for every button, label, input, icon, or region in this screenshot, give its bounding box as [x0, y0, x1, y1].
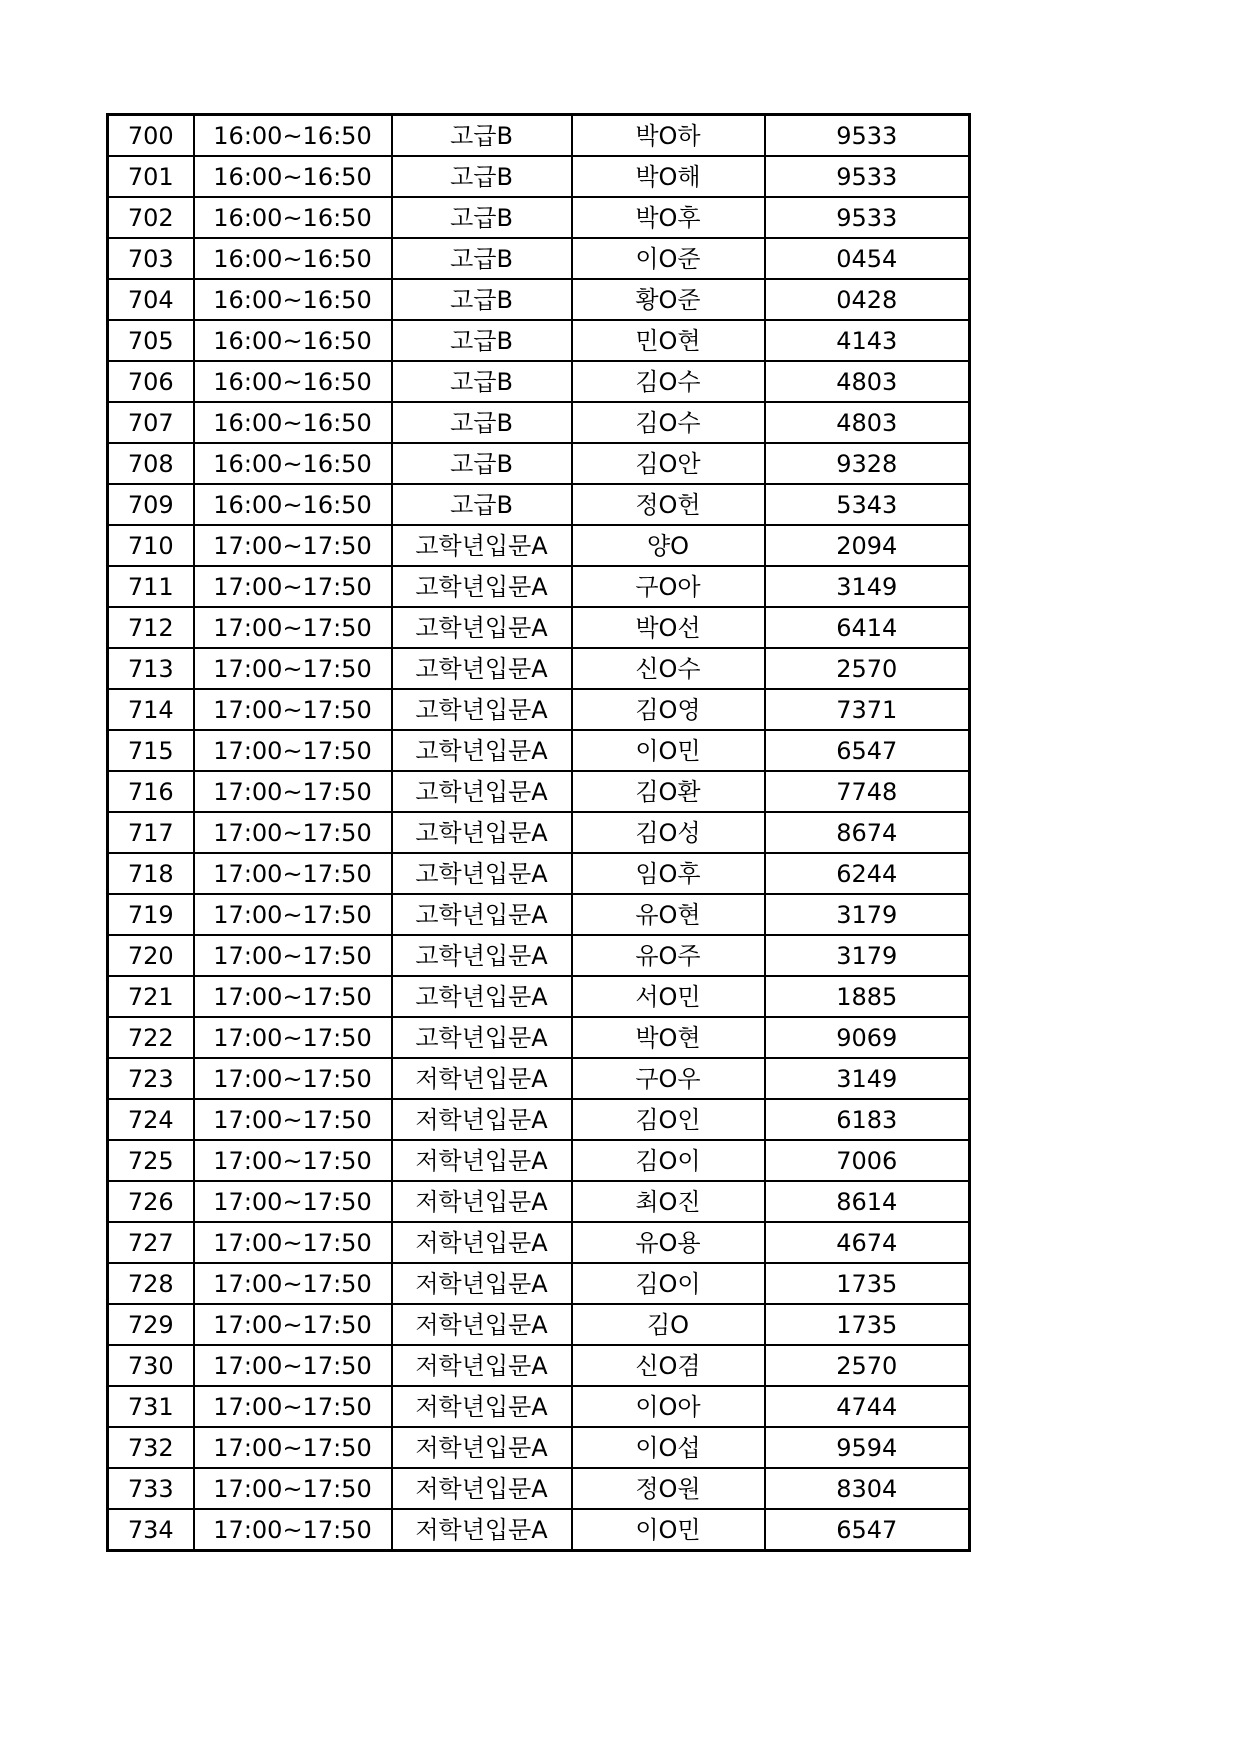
- contact-code-cell: 2570: [765, 1345, 970, 1386]
- table-row: [108, 1509, 970, 1551]
- roster-table: [106, 113, 971, 1552]
- student-name-cell: 김O수: [572, 361, 765, 402]
- student-name-cell: 김O성: [572, 812, 765, 853]
- student-name-cell: 신O수: [572, 648, 765, 689]
- class-name-cell: 고학년입문A: [392, 730, 572, 771]
- student-name-cell: 박O현: [572, 1017, 765, 1058]
- student-name-cell: 이O민: [572, 730, 765, 771]
- table-row: [108, 1140, 970, 1181]
- table-row: [108, 1345, 970, 1386]
- student-name-cell: 김O인: [572, 1099, 765, 1140]
- table-row: [108, 1386, 970, 1427]
- row-number-cell: 722: [108, 1017, 194, 1058]
- contact-code-cell: 9328: [765, 443, 970, 484]
- table-row: [108, 320, 970, 361]
- time-slot-cell: 17:00~17:50: [194, 771, 392, 812]
- time-slot-cell: 17:00~17:50: [194, 976, 392, 1017]
- class-name-cell: 고급B: [392, 156, 572, 197]
- contact-code-cell: 9533: [765, 197, 970, 238]
- time-slot-cell: 16:00~16:50: [194, 484, 392, 525]
- contact-code-cell: 8304: [765, 1468, 970, 1509]
- row-number-cell: 718: [108, 853, 194, 894]
- time-slot-cell: 17:00~17:50: [194, 1345, 392, 1386]
- student-name-cell: 김O영: [572, 689, 765, 730]
- class-name-cell: 고학년입문A: [392, 976, 572, 1017]
- contact-code-cell: 3179: [765, 935, 970, 976]
- row-number-cell: 730: [108, 1345, 194, 1386]
- contact-code-cell: 6183: [765, 1099, 970, 1140]
- time-slot-cell: 16:00~16:50: [194, 320, 392, 361]
- time-slot-cell: 17:00~17:50: [194, 1263, 392, 1304]
- roster-table-body: [108, 115, 970, 1551]
- student-name-cell: 박O해: [572, 156, 765, 197]
- student-name-cell: 정O헌: [572, 484, 765, 525]
- table-row: [108, 689, 970, 730]
- contact-code-cell: 3149: [765, 566, 970, 607]
- row-number-cell: 717: [108, 812, 194, 853]
- contact-code-cell: 2094: [765, 525, 970, 566]
- time-slot-cell: 17:00~17:50: [194, 1222, 392, 1263]
- table-row: [108, 1017, 970, 1058]
- row-number-cell: 701: [108, 156, 194, 197]
- table-row: [108, 1181, 970, 1222]
- class-name-cell: 고학년입문A: [392, 648, 572, 689]
- student-name-cell: 구O우: [572, 1058, 765, 1099]
- row-number-cell: 720: [108, 935, 194, 976]
- class-name-cell: 저학년입문A: [392, 1427, 572, 1468]
- contact-code-cell: 2570: [765, 648, 970, 689]
- time-slot-cell: 17:00~17:50: [194, 1427, 392, 1468]
- class-name-cell: 고급B: [392, 484, 572, 525]
- row-number-cell: 708: [108, 443, 194, 484]
- contact-code-cell: 6547: [765, 1509, 970, 1551]
- contact-code-cell: 4143: [765, 320, 970, 361]
- row-number-cell: 725: [108, 1140, 194, 1181]
- student-name-cell: 이O아: [572, 1386, 765, 1427]
- contact-code-cell: 6547: [765, 730, 970, 771]
- class-name-cell: 저학년입문A: [392, 1140, 572, 1181]
- student-name-cell: 김O환: [572, 771, 765, 812]
- table-row: [108, 279, 970, 320]
- student-name-cell: 임O후: [572, 853, 765, 894]
- class-name-cell: 고급B: [392, 443, 572, 484]
- contact-code-cell: 1735: [765, 1304, 970, 1345]
- time-slot-cell: 16:00~16:50: [194, 156, 392, 197]
- row-number-cell: 734: [108, 1509, 194, 1551]
- time-slot-cell: 17:00~17:50: [194, 1058, 392, 1099]
- time-slot-cell: 17:00~17:50: [194, 730, 392, 771]
- time-slot-cell: 17:00~17:50: [194, 1509, 392, 1551]
- row-number-cell: 726: [108, 1181, 194, 1222]
- time-slot-cell: 17:00~17:50: [194, 812, 392, 853]
- row-number-cell: 729: [108, 1304, 194, 1345]
- contact-code-cell: 4744: [765, 1386, 970, 1427]
- class-name-cell: 저학년입문A: [392, 1263, 572, 1304]
- row-number-cell: 709: [108, 484, 194, 525]
- time-slot-cell: 16:00~16:50: [194, 443, 392, 484]
- time-slot-cell: 17:00~17:50: [194, 1099, 392, 1140]
- row-number-cell: 710: [108, 525, 194, 566]
- class-name-cell: 고학년입문A: [392, 1017, 572, 1058]
- row-number-cell: 711: [108, 566, 194, 607]
- row-number-cell: 714: [108, 689, 194, 730]
- student-name-cell: 이O섭: [572, 1427, 765, 1468]
- time-slot-cell: 17:00~17:50: [194, 1140, 392, 1181]
- row-number-cell: 700: [108, 115, 194, 157]
- row-number-cell: 719: [108, 894, 194, 935]
- table-row: [108, 115, 970, 157]
- class-name-cell: 고학년입문A: [392, 812, 572, 853]
- contact-code-cell: 7748: [765, 771, 970, 812]
- time-slot-cell: 17:00~17:50: [194, 525, 392, 566]
- time-slot-cell: 17:00~17:50: [194, 1304, 392, 1345]
- table-row: [108, 566, 970, 607]
- contact-code-cell: 1885: [765, 976, 970, 1017]
- table-row: [108, 1263, 970, 1304]
- contact-code-cell: 4674: [765, 1222, 970, 1263]
- time-slot-cell: 17:00~17:50: [194, 648, 392, 689]
- class-name-cell: 저학년입문A: [392, 1345, 572, 1386]
- row-number-cell: 707: [108, 402, 194, 443]
- row-number-cell: 703: [108, 238, 194, 279]
- table-row: [108, 484, 970, 525]
- row-number-cell: 712: [108, 607, 194, 648]
- table-row: [108, 812, 970, 853]
- row-number-cell: 704: [108, 279, 194, 320]
- row-number-cell: 728: [108, 1263, 194, 1304]
- student-name-cell: 김O수: [572, 402, 765, 443]
- class-name-cell: 고급B: [392, 115, 572, 157]
- class-name-cell: 저학년입문A: [392, 1386, 572, 1427]
- contact-code-cell: 1735: [765, 1263, 970, 1304]
- row-number-cell: 724: [108, 1099, 194, 1140]
- class-name-cell: 고학년입문A: [392, 689, 572, 730]
- table-row: [108, 1099, 970, 1140]
- row-number-cell: 713: [108, 648, 194, 689]
- contact-code-cell: 7371: [765, 689, 970, 730]
- student-name-cell: 박O선: [572, 607, 765, 648]
- class-name-cell: 고급B: [392, 197, 572, 238]
- table-row: [108, 935, 970, 976]
- class-name-cell: 저학년입문A: [392, 1181, 572, 1222]
- table-row: [108, 238, 970, 279]
- contact-code-cell: 4803: [765, 402, 970, 443]
- table-row: [108, 894, 970, 935]
- time-slot-cell: 17:00~17:50: [194, 1386, 392, 1427]
- student-name-cell: 이O준: [572, 238, 765, 279]
- contact-code-cell: 6244: [765, 853, 970, 894]
- time-slot-cell: 17:00~17:50: [194, 894, 392, 935]
- row-number-cell: 705: [108, 320, 194, 361]
- time-slot-cell: 16:00~16:50: [194, 402, 392, 443]
- table-row: [108, 976, 970, 1017]
- class-name-cell: 저학년입문A: [392, 1304, 572, 1345]
- time-slot-cell: 17:00~17:50: [194, 1181, 392, 1222]
- table-row: [108, 197, 970, 238]
- contact-code-cell: 0428: [765, 279, 970, 320]
- table-row: [108, 771, 970, 812]
- row-number-cell: 721: [108, 976, 194, 1017]
- contact-code-cell: 9594: [765, 1427, 970, 1468]
- student-name-cell: 김O안: [572, 443, 765, 484]
- time-slot-cell: 16:00~16:50: [194, 115, 392, 157]
- class-name-cell: 고학년입문A: [392, 894, 572, 935]
- class-name-cell: 고급B: [392, 238, 572, 279]
- contact-code-cell: 9069: [765, 1017, 970, 1058]
- class-name-cell: 저학년입문A: [392, 1509, 572, 1551]
- student-name-cell: 양O: [572, 525, 765, 566]
- class-name-cell: 고급B: [392, 361, 572, 402]
- class-name-cell: 저학년입문A: [392, 1468, 572, 1509]
- student-name-cell: 최O진: [572, 1181, 765, 1222]
- student-name-cell: 이O민: [572, 1509, 765, 1551]
- contact-code-cell: 9533: [765, 115, 970, 157]
- student-name-cell: 박O후: [572, 197, 765, 238]
- table-row: [108, 443, 970, 484]
- student-name-cell: 서O민: [572, 976, 765, 1017]
- time-slot-cell: 16:00~16:50: [194, 238, 392, 279]
- class-name-cell: 저학년입문A: [392, 1099, 572, 1140]
- student-name-cell: 유O현: [572, 894, 765, 935]
- table-row: [108, 156, 970, 197]
- student-name-cell: 정O원: [572, 1468, 765, 1509]
- time-slot-cell: 16:00~16:50: [194, 197, 392, 238]
- table-row: [108, 1058, 970, 1099]
- row-number-cell: 733: [108, 1468, 194, 1509]
- table-row: [108, 1468, 970, 1509]
- contact-code-cell: 8674: [765, 812, 970, 853]
- class-name-cell: 고급B: [392, 402, 572, 443]
- table-row: [108, 648, 970, 689]
- table-row: [108, 525, 970, 566]
- student-name-cell: 유O용: [572, 1222, 765, 1263]
- class-name-cell: 고학년입문A: [392, 935, 572, 976]
- student-name-cell: 황O준: [572, 279, 765, 320]
- class-name-cell: 고학년입문A: [392, 771, 572, 812]
- time-slot-cell: 17:00~17:50: [194, 935, 392, 976]
- contact-code-cell: 3149: [765, 1058, 970, 1099]
- table-row: [108, 402, 970, 443]
- table-row: [108, 1304, 970, 1345]
- class-name-cell: 고학년입문A: [392, 853, 572, 894]
- class-name-cell: 저학년입문A: [392, 1222, 572, 1263]
- table-row: [108, 1222, 970, 1263]
- time-slot-cell: 17:00~17:50: [194, 566, 392, 607]
- row-number-cell: 727: [108, 1222, 194, 1263]
- time-slot-cell: 17:00~17:50: [194, 1468, 392, 1509]
- table-row: [108, 607, 970, 648]
- contact-code-cell: 4803: [765, 361, 970, 402]
- row-number-cell: 731: [108, 1386, 194, 1427]
- contact-code-cell: 3179: [765, 894, 970, 935]
- time-slot-cell: 17:00~17:50: [194, 853, 392, 894]
- student-name-cell: 박O하: [572, 115, 765, 157]
- class-name-cell: 고학년입문A: [392, 525, 572, 566]
- time-slot-cell: 16:00~16:50: [194, 279, 392, 320]
- class-name-cell: 저학년입문A: [392, 1058, 572, 1099]
- row-number-cell: 706: [108, 361, 194, 402]
- contact-code-cell: 8614: [765, 1181, 970, 1222]
- time-slot-cell: 16:00~16:50: [194, 361, 392, 402]
- class-name-cell: 고학년입문A: [392, 566, 572, 607]
- student-name-cell: 민O현: [572, 320, 765, 361]
- contact-code-cell: 7006: [765, 1140, 970, 1181]
- row-number-cell: 723: [108, 1058, 194, 1099]
- student-name-cell: 김O이: [572, 1263, 765, 1304]
- row-number-cell: 716: [108, 771, 194, 812]
- time-slot-cell: 17:00~17:50: [194, 607, 392, 648]
- student-name-cell: 신O겸: [572, 1345, 765, 1386]
- contact-code-cell: 6414: [765, 607, 970, 648]
- student-name-cell: 김O이: [572, 1140, 765, 1181]
- table-row: [108, 361, 970, 402]
- table-row: [108, 730, 970, 771]
- student-name-cell: 김O: [572, 1304, 765, 1345]
- class-name-cell: 고급B: [392, 279, 572, 320]
- contact-code-cell: 0454: [765, 238, 970, 279]
- time-slot-cell: 17:00~17:50: [194, 689, 392, 730]
- row-number-cell: 702: [108, 197, 194, 238]
- row-number-cell: 715: [108, 730, 194, 771]
- contact-code-cell: 9533: [765, 156, 970, 197]
- student-name-cell: 유O주: [572, 935, 765, 976]
- table-row: [108, 853, 970, 894]
- time-slot-cell: 17:00~17:50: [194, 1017, 392, 1058]
- row-number-cell: 732: [108, 1427, 194, 1468]
- contact-code-cell: 5343: [765, 484, 970, 525]
- student-name-cell: 구O아: [572, 566, 765, 607]
- class-name-cell: 고급B: [392, 320, 572, 361]
- table-row: [108, 1427, 970, 1468]
- class-name-cell: 고학년입문A: [392, 607, 572, 648]
